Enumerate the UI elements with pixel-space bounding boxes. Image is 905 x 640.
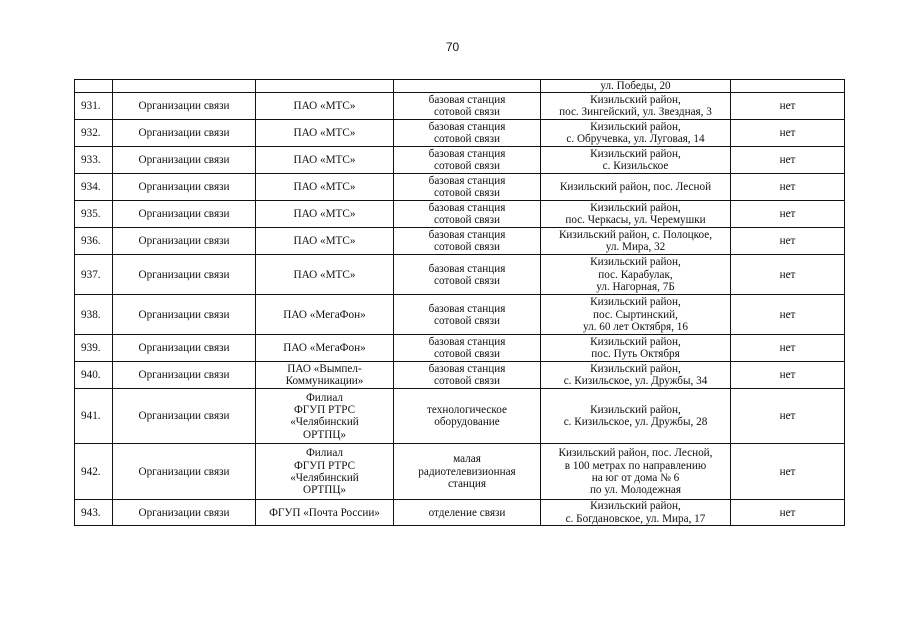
cell-status: нет [731,174,845,201]
cell-num: 934. [75,174,113,201]
cell-address: ул. Победы, 20 [541,80,731,93]
cell-object: малая радиотелевизионная станция [394,444,541,500]
cell-num: 933. [75,147,113,174]
cell-status: нет [731,147,845,174]
table-row [75,335,845,362]
table-row [75,295,845,335]
cell-object: базовая станция сотовой связи [394,255,541,295]
cell-category: Организации связи [113,147,256,174]
cell-object: отделение связи [394,500,541,526]
cell-address: Кизильский район, с. Кизильское, ул. Дружбы, 34 [541,362,731,389]
cell-object: базовая станция сотовой связи [394,147,541,174]
cell-status: нет [731,362,845,389]
cell-object [394,80,541,93]
table-row [75,228,845,255]
cell-num: 935. [75,201,113,228]
table-row [75,120,845,147]
cell-category: Организации связи [113,295,256,335]
cell-owner: ПАО «МТС» [256,120,394,147]
cell-object: базовая станция сотовой связи [394,295,541,335]
table-row [75,444,845,500]
table-row-continuation [75,80,845,93]
cell-status: нет [731,444,845,500]
cell-object: базовая станция сотовой связи [394,201,541,228]
cell-address: Кизильский район, с. Богдановское, ул. Мира, 17 [541,500,731,526]
cell-num: 938. [75,295,113,335]
cell-owner: ПАО «МТС» [256,228,394,255]
table-row [75,147,845,174]
cell-owner: ПАО «МТС» [256,147,394,174]
cell-category: Организации связи [113,335,256,362]
table-row [75,174,845,201]
table-row [75,500,845,526]
table-row [75,93,845,120]
cell-category: Организации связи [113,93,256,120]
cell-status: нет [731,389,845,444]
cell-object: базовая станция сотовой связи [394,335,541,362]
table-row [75,389,845,444]
table-row [75,255,845,295]
cell-owner: ПАО «МегаФон» [256,335,394,362]
cell-owner: ПАО «МТС» [256,255,394,295]
cell-address: Кизильский район, с. Кизильское [541,147,731,174]
registry-table [74,79,845,526]
cell-num: 939. [75,335,113,362]
table-body [75,80,845,526]
cell-object: базовая станция сотовой связи [394,228,541,255]
cell-address: Кизильский район, с. Кизильское, ул. Дружбы, 28 [541,389,731,444]
cell-category: Организации связи [113,255,256,295]
cell-category: Организации связи [113,120,256,147]
cell-num: 936. [75,228,113,255]
cell-owner: ПАО «МТС» [256,174,394,201]
cell-num: 941. [75,389,113,444]
cell-address: Кизильский район, с. Обручевка, ул. Луговая, 14 [541,120,731,147]
cell-object: базовая станция сотовой связи [394,362,541,389]
cell-object: технологическое оборудование [394,389,541,444]
cell-address: Кизильский район, пос. Путь Октября [541,335,731,362]
cell-num: 932. [75,120,113,147]
cell-address: Кизильский район, пос. Карабулак, ул. Нагорная, 7Б [541,255,731,295]
cell-object: базовая станция сотовой связи [394,93,541,120]
cell-address: Кизильский район, пос. Зингейский, ул. Звездная, 3 [541,93,731,120]
cell-owner: Филиал ФГУП РТРС «Челябинский ОРТПЦ» [256,389,394,444]
cell-num: 940. [75,362,113,389]
cell-num [75,80,113,93]
cell-owner: ПАО «МегаФон» [256,295,394,335]
cell-category: Организации связи [113,389,256,444]
cell-owner: ПАО «Вымпел- Коммуникации» [256,362,394,389]
cell-address: Кизильский район, пос. Черкасы, ул. Черемушки [541,201,731,228]
cell-address: Кизильский район, пос. Сыртинский, ул. 60 лет Октября, 16 [541,295,731,335]
cell-owner: Филиал ФГУП РТРС «Челябинский ОРТПЦ» [256,444,394,500]
cell-status: нет [731,295,845,335]
cell-status: нет [731,93,845,120]
cell-num: 931. [75,93,113,120]
cell-owner: ФГУП «Почта России» [256,500,394,526]
cell-address: Кизильский район, пос. Лесной, в 100 метрах по направлению на юг от дома № 6 по ул. Молодежная [541,444,731,500]
cell-object: базовая станция сотовой связи [394,120,541,147]
cell-address: Кизильский район, с. Полоцкое, ул. Мира, 32 [541,228,731,255]
cell-num: 937. [75,255,113,295]
table-row [75,201,845,228]
cell-status: нет [731,228,845,255]
cell-address: Кизильский район, пос. Лесной [541,174,731,201]
cell-category: Организации связи [113,500,256,526]
cell-status: нет [731,500,845,526]
cell-object: базовая станция сотовой связи [394,174,541,201]
cell-status: нет [731,255,845,295]
cell-category: Организации связи [113,201,256,228]
cell-category [113,80,256,93]
cell-owner: ПАО «МТС» [256,93,394,120]
cell-category: Организации связи [113,174,256,201]
cell-status [731,80,845,93]
cell-category: Организации связи [113,362,256,389]
cell-num: 942. [75,444,113,500]
cell-owner: ПАО «МТС» [256,201,394,228]
cell-category: Организации связи [113,228,256,255]
cell-owner [256,80,394,93]
cell-status: нет [731,120,845,147]
cell-category: Организации связи [113,444,256,500]
cell-num: 943. [75,500,113,526]
table-row [75,362,845,389]
cell-status: нет [731,201,845,228]
page-number: 70 [445,40,460,54]
cell-status: нет [731,335,845,362]
